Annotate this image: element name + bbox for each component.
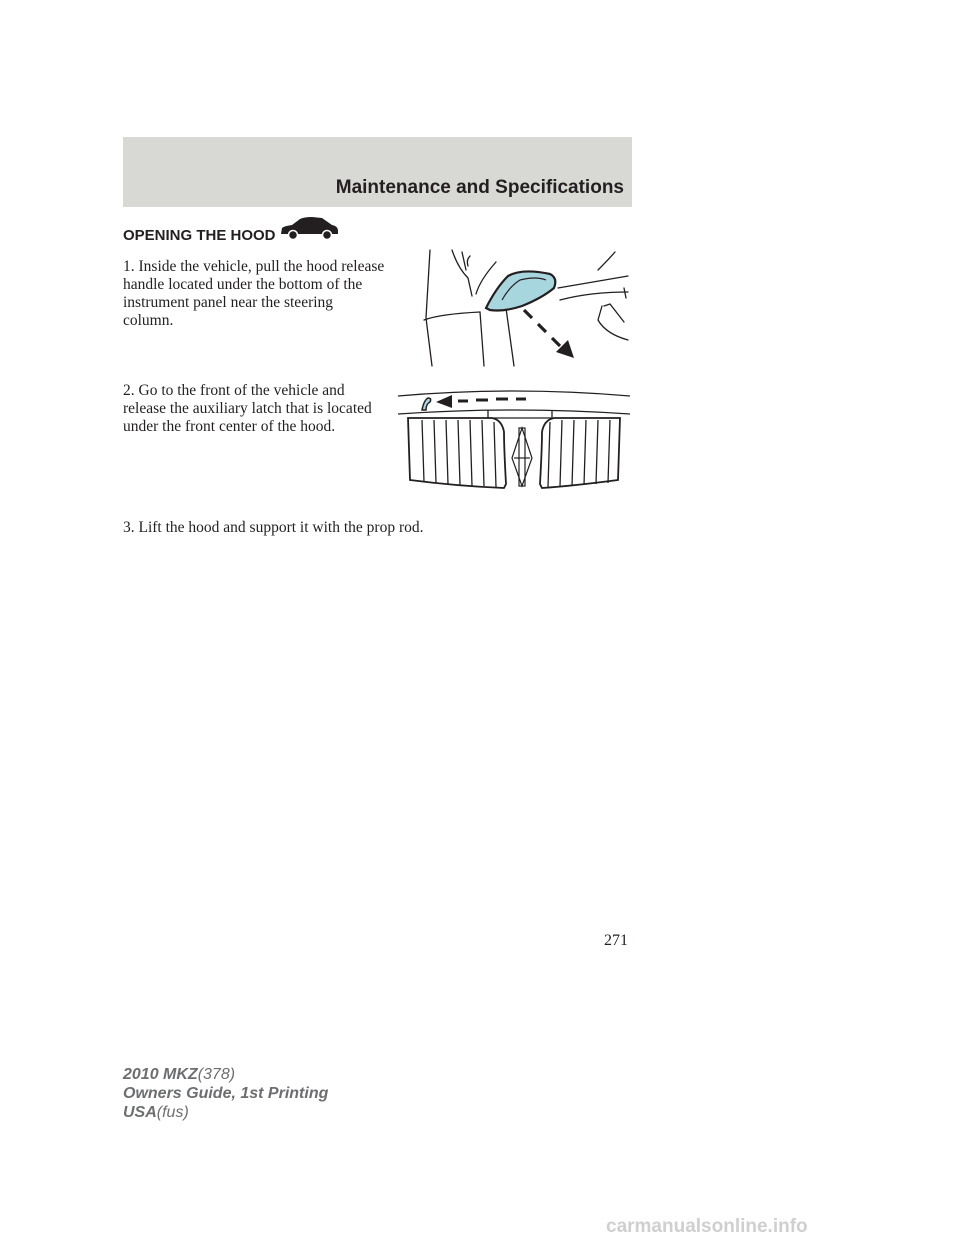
print-footer: [123, 1065, 328, 1122]
step-3-text: 3. Lift the hood and support it with the prop rod.: [123, 519, 424, 536]
section-heading: [123, 224, 340, 246]
grille-latch-figure: [396, 388, 632, 501]
section-title: Maintenance and Specifications: [335, 177, 624, 198]
heading-text: OPENING THE HOOD: [123, 226, 276, 244]
footer-line-1: 2010 MKZ(378): [123, 1066, 236, 1083]
step-2-text: 2. Go to the front of the vehicle and release the auxiliary latch that is located under the front center of the hood.: [123, 382, 372, 435]
watermark: carmanualsonline.info: [606, 1216, 808, 1237]
step-1-text: 1. Inside the vehicle, pull the hood release handle located under the bottom of the instrument panel near the steering column.: [123, 258, 385, 329]
car-icon: [278, 216, 340, 246]
hood-release-figure: [410, 248, 632, 373]
footer-line-3: USA(fus): [123, 1104, 189, 1121]
header-band: [123, 137, 632, 207]
footer-line-2: Owners Guide, 1st Printing: [123, 1085, 329, 1102]
page-number: 271: [604, 932, 628, 949]
